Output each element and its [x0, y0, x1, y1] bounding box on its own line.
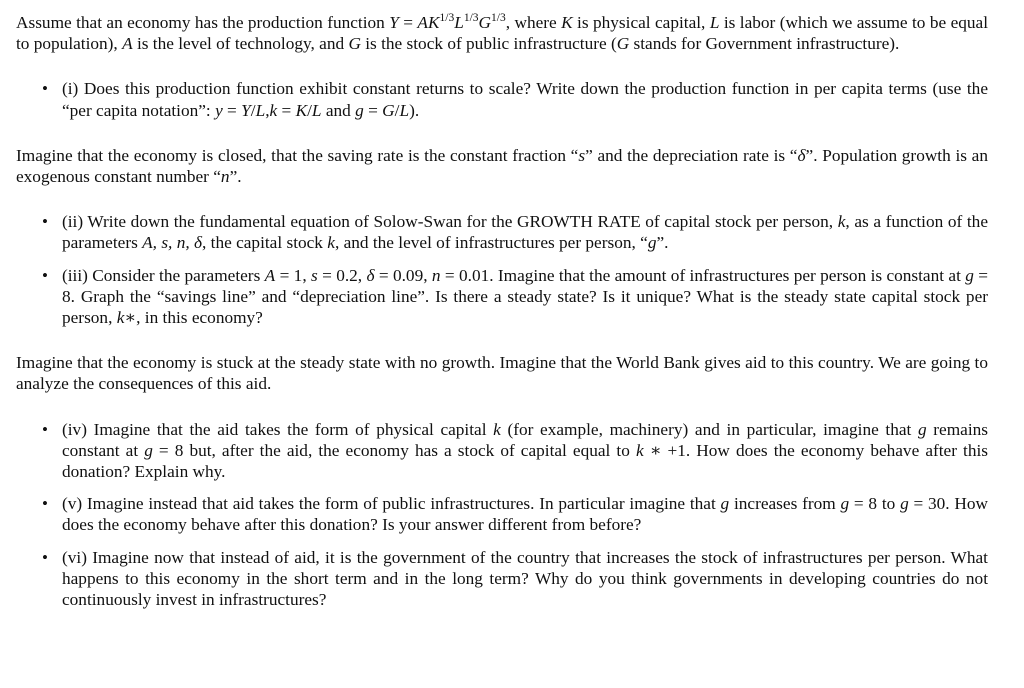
- text: . Imagine that the amount of infrastructures per person is constant at: [489, 265, 966, 285]
- text: increases from: [729, 494, 841, 514]
- math-op: /: [307, 100, 312, 120]
- math-op: = 8: [62, 265, 988, 306]
- math-var: k: [635, 440, 644, 460]
- math-var: L: [709, 13, 720, 32]
- question-list-3: [16, 419, 988, 611]
- math-op: = 0.01: [440, 265, 490, 285]
- text: (v) Imagine instead that aid takes the form of public infrastructures. In particular imagine that: [62, 494, 721, 514]
- math-var: L: [311, 100, 322, 120]
- bullet-icon: •: [42, 265, 48, 285]
- math-var: g: [918, 419, 927, 439]
- math-var: Y: [241, 100, 251, 120]
- math-var: Y: [389, 13, 399, 32]
- math-var: k: [269, 100, 278, 120]
- text: ”.: [229, 167, 242, 187]
- math-var: s: [578, 145, 586, 165]
- math-var: L: [255, 100, 266, 120]
- math-op: ∗ +1: [643, 440, 686, 460]
- math-var: g: [965, 265, 974, 285]
- text: is the level of technology, and: [132, 34, 349, 54]
- text: ”. Population growth is an exogenous constant number “: [16, 145, 988, 187]
- math-op: =: [363, 100, 383, 120]
- text: (ii) Write down the fundamental equation of Solow-Swan for the GROWTH RATE of capital stock per person,: [62, 212, 838, 232]
- text: ” and the depreciation rate is “: [585, 145, 798, 165]
- math-var: G: [348, 34, 361, 54]
- text: to: [877, 494, 901, 514]
- text: ”.: [656, 233, 669, 253]
- math-var: G: [478, 13, 492, 32]
- text: (vi) Imagine now that instead of aid, it is the government of the country that increases the stock of infrastructures per person. What happens to this economy in the short term and in the long term? Why do you think governments in developing countries do not continuously invest in infrastructures?: [62, 547, 988, 610]
- math-var: G: [616, 34, 630, 54]
- question-i: [16, 78, 988, 120]
- math-var: K: [561, 13, 573, 32]
- text: . How does the economy behave after this donation? Is your answer different from before?: [62, 494, 988, 535]
- question-vi: [16, 547, 988, 611]
- math-op: = 8: [849, 494, 878, 514]
- math-op: ,: [265, 100, 270, 120]
- math-var: A: [264, 265, 276, 285]
- math-var: L: [399, 100, 410, 120]
- math-var: G: [382, 100, 395, 120]
- math-exponent: 1/3: [439, 12, 455, 24]
- text: , as a function of the parameters: [62, 212, 988, 253]
- text: but, after the aid, the economy has a stock of capital equal to: [183, 440, 636, 460]
- question-list-1: [16, 78, 988, 120]
- math-var: k: [327, 233, 335, 253]
- intro-paragraph: [16, 12, 988, 54]
- bullet-icon: •: [42, 212, 48, 232]
- math-var: g: [720, 494, 730, 514]
- text: (i) Does this production function exhibit constant returns to scale? Write down the production function in per capita terms (use the “per capita notation”:: [62, 79, 988, 120]
- text: , where: [505, 13, 562, 32]
- text: Imagine that the economy is closed, that the saving rate is the constant fraction “: [16, 145, 579, 165]
- text: ).: [409, 100, 420, 120]
- math-var: A: [417, 13, 428, 32]
- math-op: = 8: [152, 440, 184, 460]
- text: is the stock of public infrastructure (: [360, 34, 617, 54]
- aid-paragraph: Imagine that the economy is stuck at the steady state with no growth. Imagine that the World Bank gives aid to this country. We are going to analyze the consequences of this aid.: [16, 353, 988, 394]
- text: is physical capital,: [572, 13, 710, 32]
- math-var: g: [840, 494, 850, 514]
- math-op: =: [277, 100, 296, 120]
- bullet-icon: •: [42, 547, 48, 567]
- math-var: K: [427, 13, 440, 32]
- math-var: g: [355, 100, 364, 120]
- math-var: L: [454, 13, 464, 32]
- text: is labor (which we assume to be equal to population),: [16, 13, 988, 54]
- bullet-icon: •: [42, 419, 48, 439]
- bullet-icon: •: [42, 79, 48, 99]
- math-var: k: [493, 419, 501, 439]
- text: and: [321, 100, 356, 120]
- math-var: n: [220, 167, 230, 187]
- math-var: A: [122, 34, 133, 54]
- question-list-2: [16, 211, 988, 328]
- math-op: /: [394, 100, 400, 120]
- math-op: /: [250, 100, 256, 120]
- math-var: g: [647, 233, 657, 253]
- text: , the capital stock: [202, 233, 328, 253]
- math-exponent: 1/3: [491, 12, 506, 24]
- math-op: = 30: [908, 494, 946, 514]
- math-var: δ: [366, 265, 375, 285]
- text: (iii) Consider the parameters: [62, 265, 265, 285]
- text: stands for Government infrastructure).: [629, 34, 900, 54]
- math-op: = 1,: [275, 265, 311, 285]
- math-var: g: [144, 440, 153, 460]
- question-iv: [16, 419, 988, 483]
- math-op: = 0.2,: [317, 265, 367, 285]
- math-var: k: [837, 212, 846, 232]
- text: , and the level of infrastructures per person, “: [334, 233, 648, 253]
- bullet-icon: •: [42, 494, 48, 514]
- math-op: =: [222, 100, 242, 120]
- math-var: y: [215, 100, 223, 120]
- text: . Graph the “savings line” and “depreciation line”. Is there a steady state? Is it unique? What is the steady state capital stock per person,: [62, 286, 988, 328]
- math-var: n: [431, 265, 441, 285]
- text: (iv) Imagine that the aid takes the form of physical capital: [62, 419, 494, 439]
- math-var: k∗: [116, 308, 137, 328]
- math-exponent: 1/3: [463, 12, 479, 24]
- math-op: = 0.09,: [374, 265, 432, 285]
- text: remains constant at: [62, 419, 988, 460]
- math-var: s: [311, 265, 318, 285]
- closed-economy-paragraph: [16, 145, 988, 187]
- math-var: g: [900, 494, 909, 514]
- text: . How does the economy behave after this donation? Explain why.: [62, 440, 989, 482]
- math-op: =: [398, 13, 418, 32]
- math-var: A, s, n, δ: [142, 233, 203, 253]
- question-ii: [16, 211, 988, 253]
- math-var: δ: [797, 145, 806, 165]
- math-var: K: [295, 100, 308, 120]
- question-v: [16, 493, 988, 535]
- text: , in this economy?: [136, 308, 263, 328]
- text: (for example, machinery) and in particular, imagine that: [500, 419, 918, 439]
- question-iii: [16, 265, 988, 329]
- text: Assume that an economy has the production function: [16, 13, 390, 32]
